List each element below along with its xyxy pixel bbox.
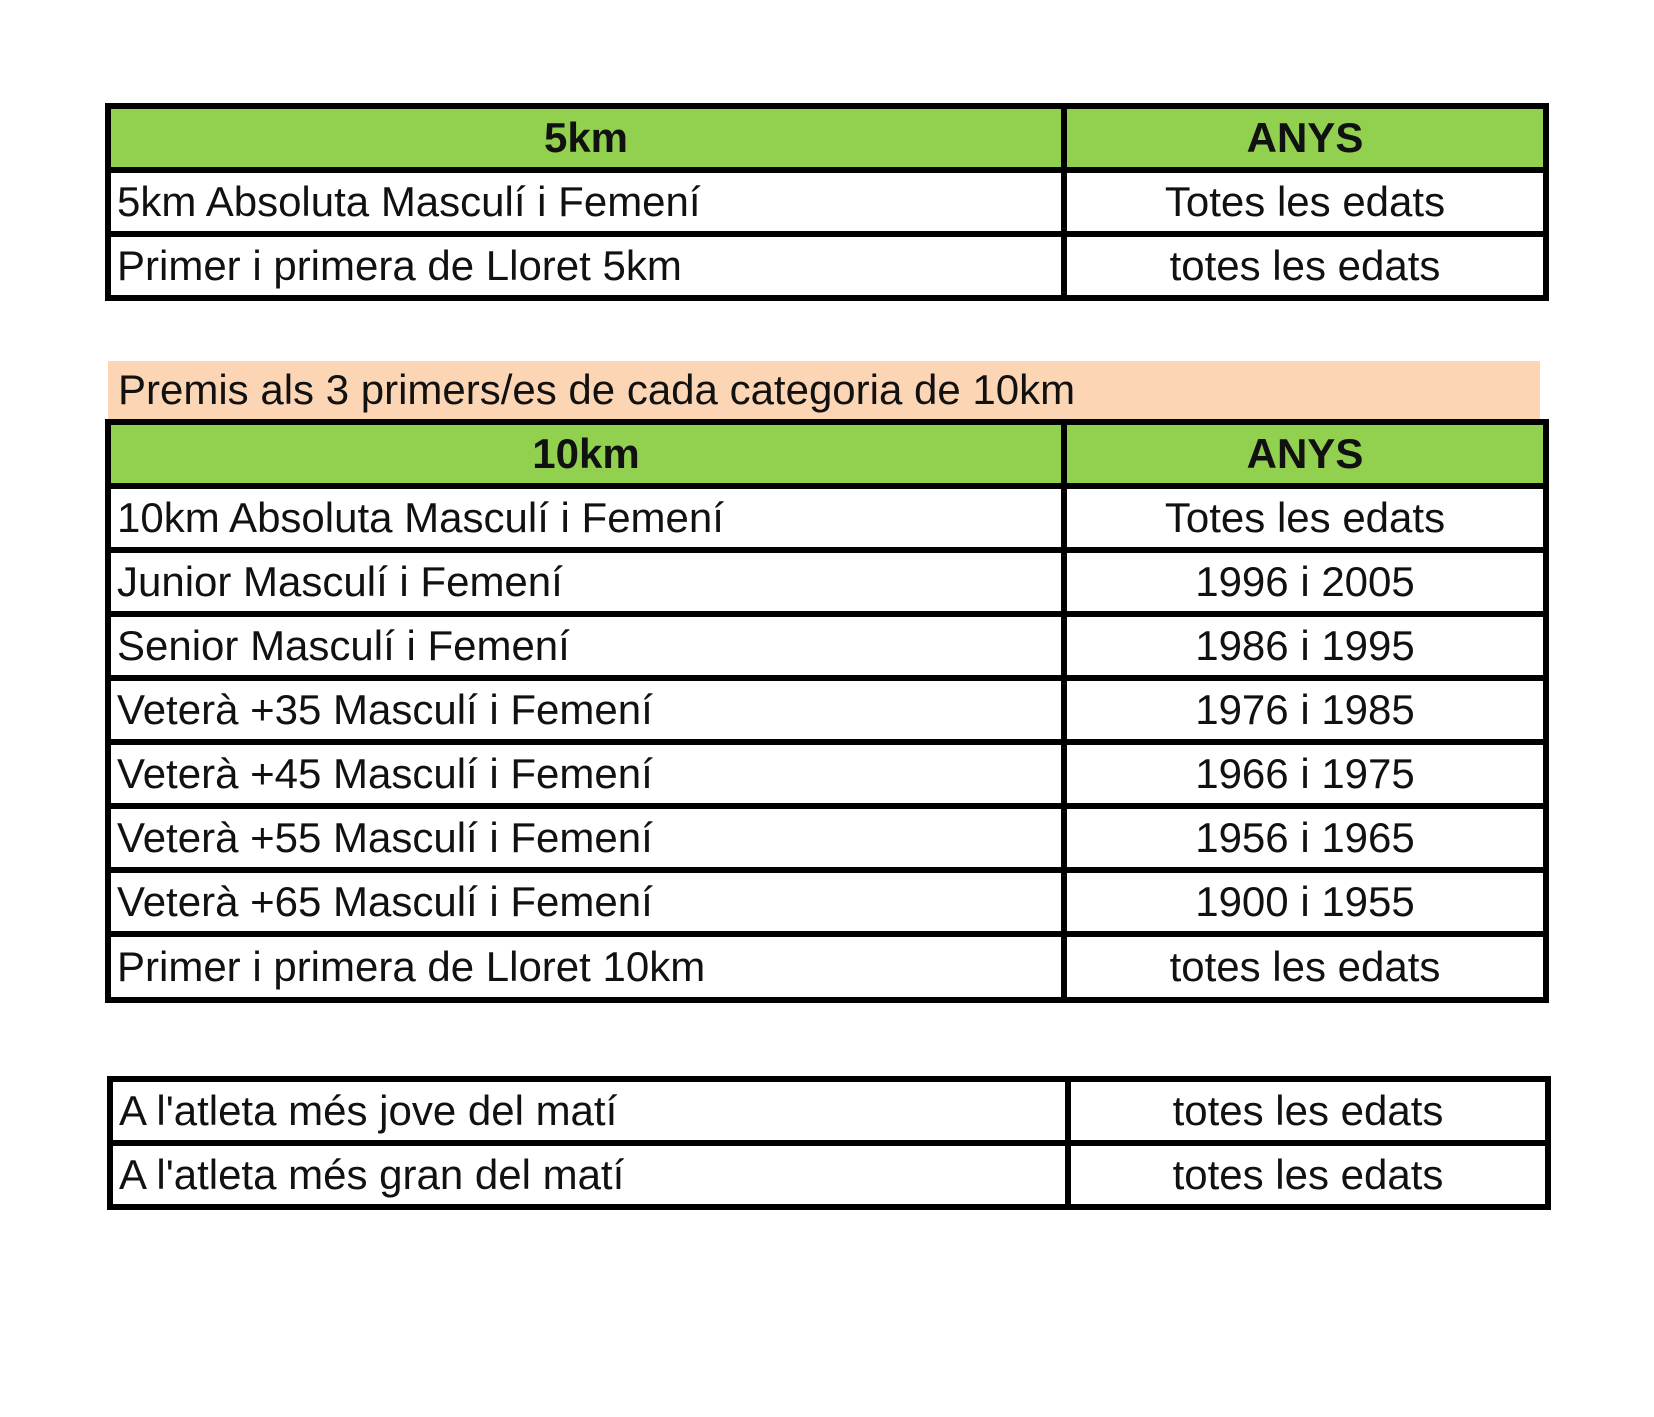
row-category: Veterà +55 Masculí i Femení	[108, 806, 1064, 870]
table-row	[108, 170, 1546, 234]
table-row	[108, 806, 1546, 870]
table-row	[108, 614, 1546, 678]
table-header-row	[108, 422, 1546, 486]
row-category: Veterà +65 Masculí i Femení	[108, 870, 1064, 934]
table-row	[108, 550, 1546, 614]
table-5km	[105, 103, 1549, 301]
table-row	[108, 234, 1546, 298]
row-category: Veterà +35 Masculí i Femení	[108, 678, 1064, 742]
header-category: 10km	[108, 422, 1064, 486]
header-category: 5km	[108, 106, 1064, 170]
row-years: totes les edats	[1064, 234, 1546, 298]
row-category: 10km Absoluta Masculí i Femení	[108, 486, 1064, 550]
row-category: Primer i primera de Lloret 10km	[108, 934, 1064, 1000]
row-category: Senior Masculí i Femení	[108, 614, 1064, 678]
row-years: Totes les edats	[1064, 170, 1546, 234]
row-category: A l'atleta més gran del matí	[110, 1143, 1068, 1207]
header-years: ANYS	[1064, 106, 1546, 170]
row-years: 1996 i 2005	[1064, 550, 1546, 614]
row-years: 1956 i 1965	[1064, 806, 1546, 870]
table-row	[110, 1079, 1548, 1143]
row-years: 1900 i 1955	[1064, 870, 1546, 934]
row-years: 1976 i 1985	[1064, 678, 1546, 742]
row-years: totes les edats	[1064, 934, 1546, 1000]
row-category: Junior Masculí i Femení	[108, 550, 1064, 614]
table-row	[108, 486, 1546, 550]
row-years: 1966 i 1975	[1064, 742, 1546, 806]
table-row	[108, 678, 1546, 742]
row-category: Primer i primera de Lloret 5km	[108, 234, 1064, 298]
table-header-row	[108, 106, 1546, 170]
header-years: ANYS	[1064, 422, 1546, 486]
table-row	[108, 742, 1546, 806]
table-row	[110, 1143, 1548, 1207]
row-category: Veterà +45 Masculí i Femení	[108, 742, 1064, 806]
row-years: Totes les edats	[1064, 486, 1546, 550]
table-row	[108, 934, 1546, 1000]
row-years: totes les edats	[1068, 1143, 1548, 1207]
row-category: A l'atleta més jove del matí	[110, 1079, 1068, 1143]
row-years: 1986 i 1995	[1064, 614, 1546, 678]
row-category: 5km Absoluta Masculí i Femení	[108, 170, 1064, 234]
table-10km	[105, 419, 1549, 1003]
prizes-banner: Premis als 3 primers/es de cada categoria de 10km	[108, 361, 1540, 419]
table-special-prizes	[107, 1076, 1551, 1210]
table-row	[108, 870, 1546, 934]
row-years: totes les edats	[1068, 1079, 1548, 1143]
